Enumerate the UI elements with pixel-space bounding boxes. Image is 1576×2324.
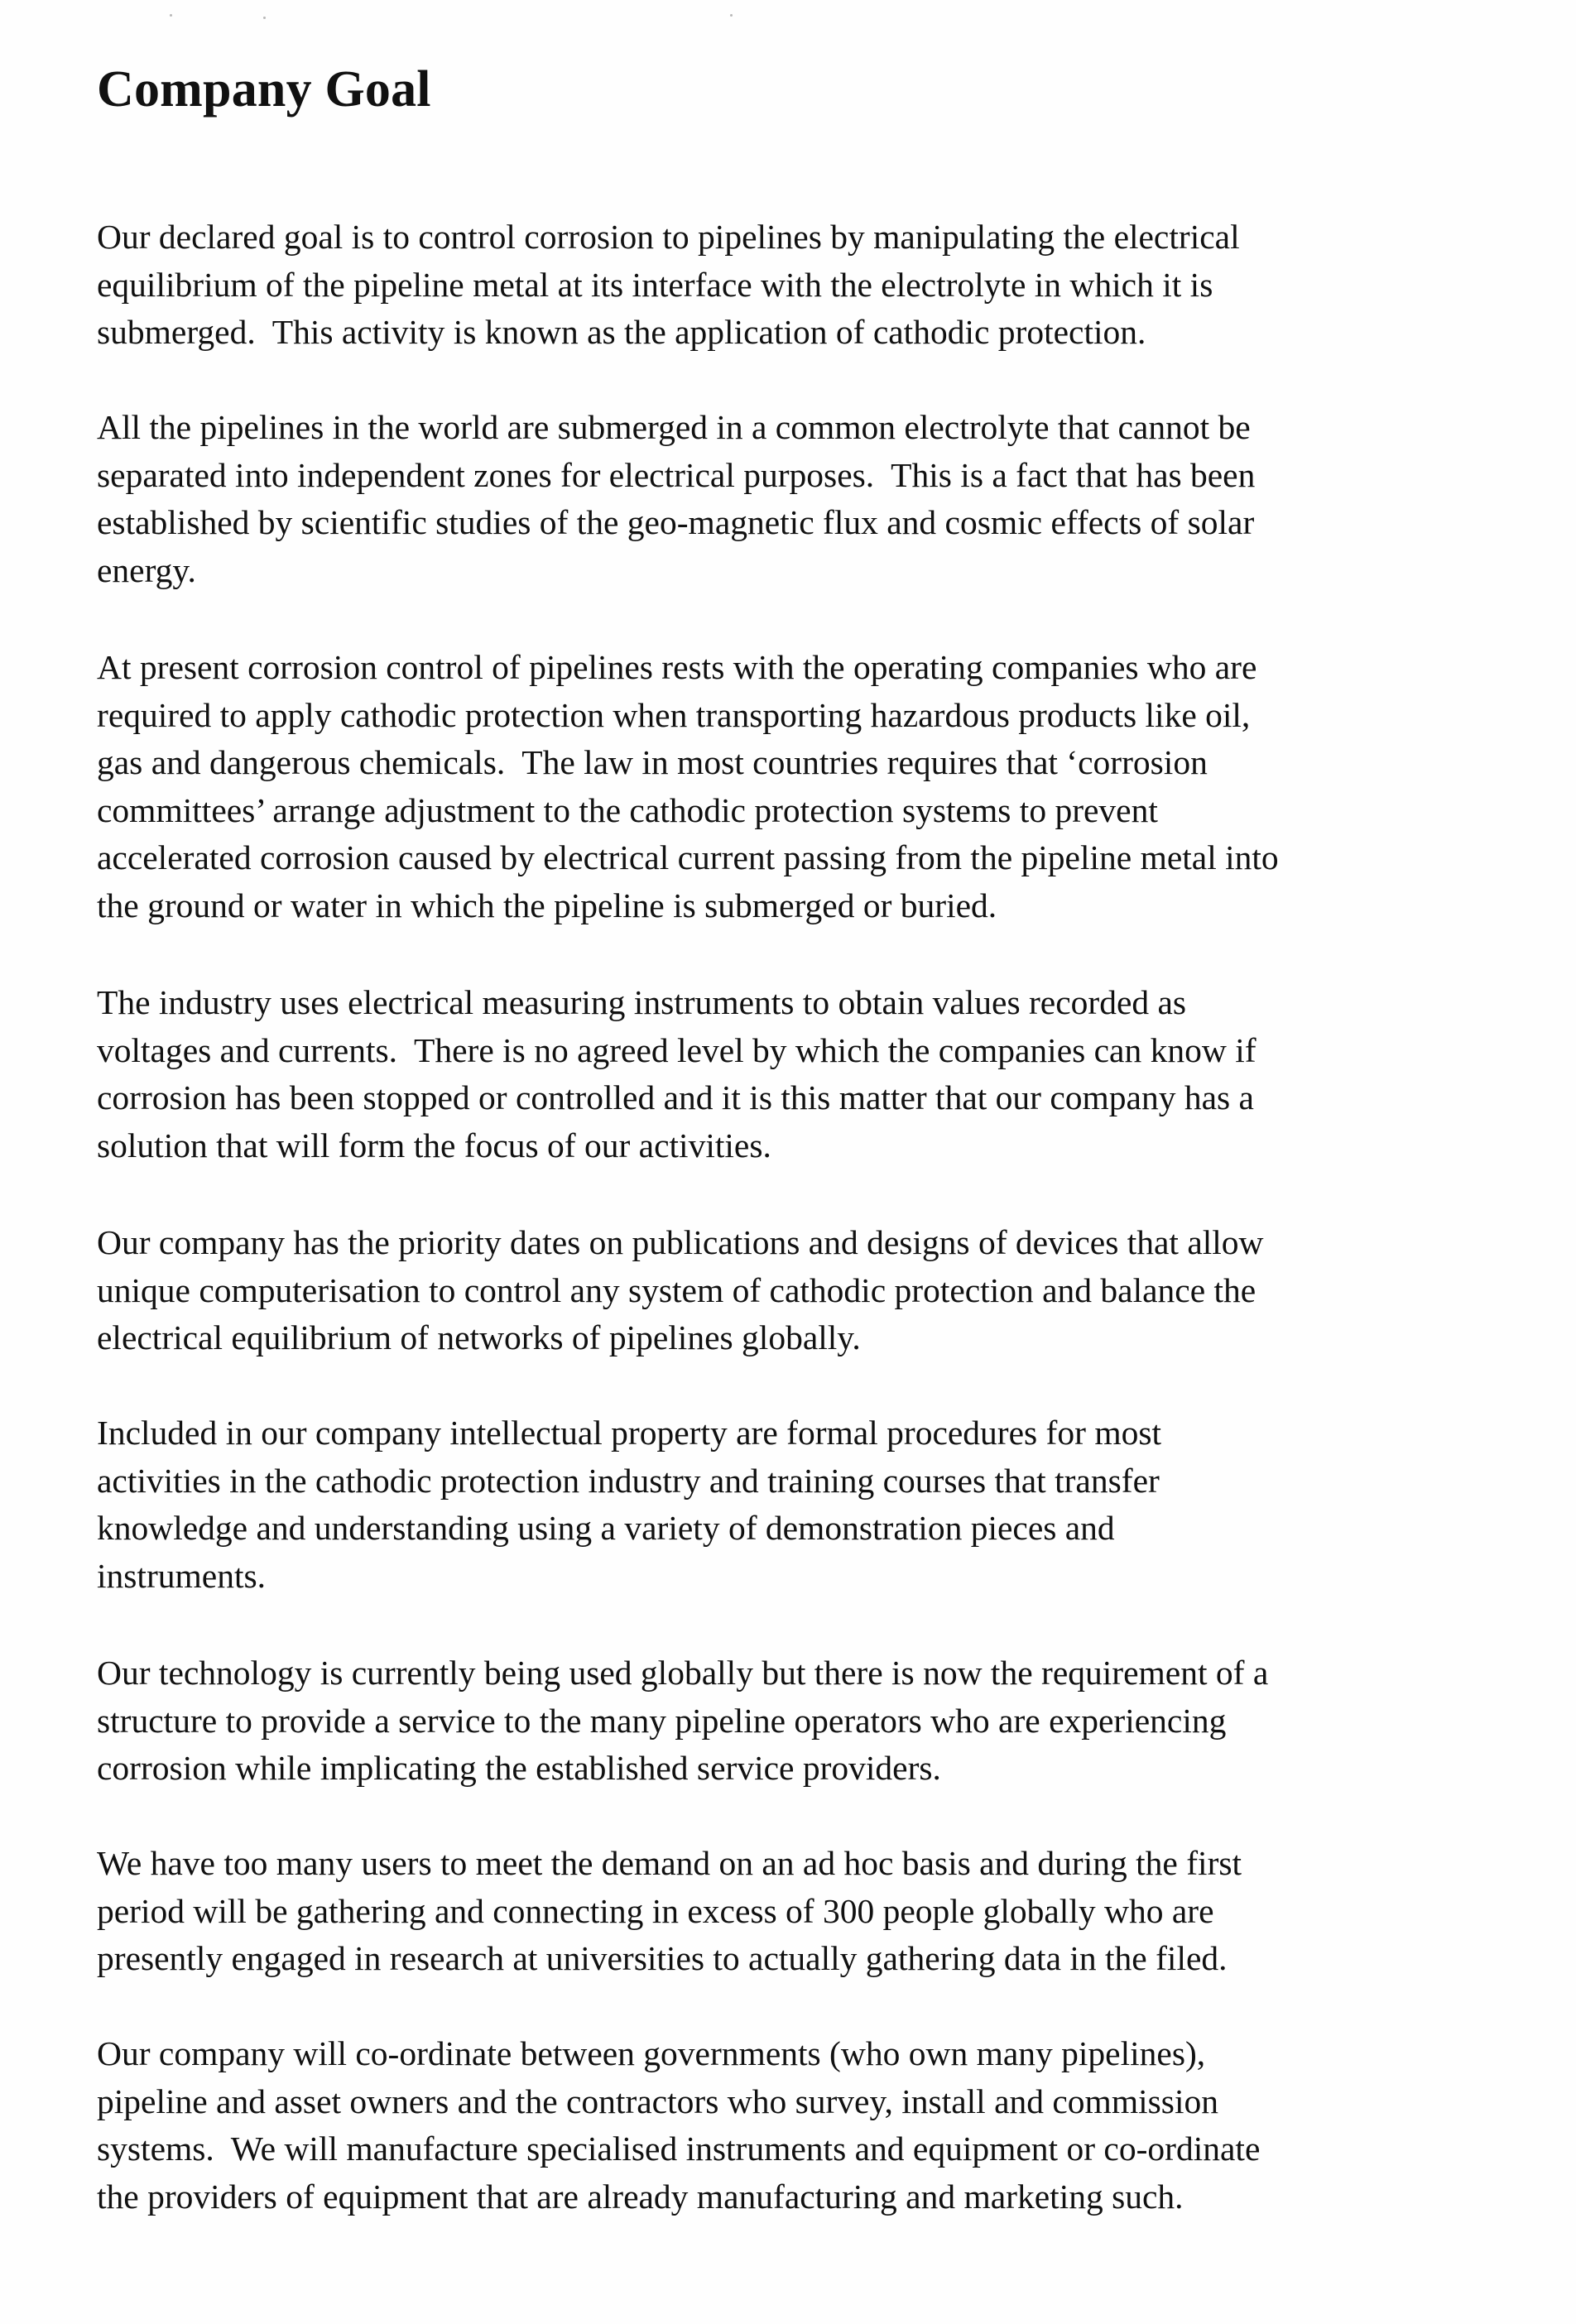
text-line: energy. (97, 550, 196, 589)
text-line: submerged. This activity is known as the application of cathodic protection. (97, 313, 1146, 351)
scan-speck (730, 14, 733, 17)
text-line: unique computerisation to control any system of cathodic protection and balance the (97, 1270, 1256, 1309)
text-line: systems. We will manufacture specialised instruments and equipment or co-ordinate (97, 2130, 1261, 2168)
text-line: Our company will co-ordinate between governments (who own many pipelines), (97, 2034, 1206, 2072)
paragraph-measuring-instruments (97, 979, 1554, 1169)
paragraph-present-control (97, 644, 1554, 929)
text-line: separated into independent zones for electrical purposes. This is a fact that has been (97, 455, 1256, 494)
paragraph-priority-dates (97, 1219, 1554, 1362)
text-line: required to apply cathodic protection when transporting hazardous products like oil, (97, 695, 1251, 734)
page-title: Company Goal (97, 61, 431, 118)
paragraph-users-demand (97, 1840, 1554, 1983)
text-line: corrosion while implicating the established service providers. (97, 1749, 941, 1787)
text-line: voltages and currents. There is no agreed level by which the companies can know if (97, 1030, 1256, 1069)
text-line: structure to provide a service to the many pipeline operators who are experiencing (97, 1701, 1227, 1740)
text-line: Our technology is currently being used globally but there is now the requirement of a (97, 1654, 1269, 1692)
text-line: We have too many users to meet the demand on an ad hoc basis and during the first (97, 1844, 1242, 1882)
text-line: presently engaged in research at universities to actually gathering data in the filed. (97, 1939, 1228, 1977)
text-line: accelerated corrosion caused by electrical current passing from the pipeline metal into (97, 838, 1279, 876)
text-line: gas and dangerous chemicals. The law in most countries requires that ‘corrosion (97, 743, 1208, 781)
text-line: the ground or water in which the pipeline is submerged or buried. (97, 886, 997, 924)
text-line: All the pipelines in the world are submerged in a common electrolyte that cannot be (97, 408, 1251, 446)
scan-speck (263, 17, 266, 19)
text-line: instruments. (97, 1556, 267, 1595)
text-line: the providers of equipment that are already manufacturing and marketing such. (97, 2177, 1184, 2216)
text-line: knowledge and understanding using a variety of demonstration pieces and (97, 1509, 1115, 1547)
text-line: Our company has the priority dates on publications and designs of devices that allow (97, 1223, 1264, 1261)
text-line: Our declared goal is to control corrosion to pipelines by manipulating the electrical (97, 218, 1240, 256)
text-line: corrosion has been stopped or controlled and it is this matter that our company has a (97, 1078, 1254, 1116)
text-line: pipeline and asset owners and the contractors who survey, install and commission (97, 2082, 1218, 2120)
scan-speck (170, 14, 172, 17)
paragraph-goal-statement (97, 214, 1554, 357)
paragraph-coordination (97, 2030, 1554, 2221)
text-line: established by scientific studies of the geo-magnetic flux and cosmic effects of solar (97, 503, 1255, 541)
paragraph-technology-usage (97, 1649, 1554, 1793)
text-line: At present corrosion control of pipelines rests with the operating companies who are (97, 648, 1257, 686)
paragraph-intellectual-property (97, 1409, 1554, 1600)
text-line: period will be gathering and connecting in excess of 300 people globally who are (97, 1891, 1214, 1930)
text-line: Included in our company intellectual property are formal procedures for most (97, 1414, 1162, 1452)
text-line: The industry uses electrical measuring instruments to obtain values recorded as (97, 983, 1187, 1021)
text-line: equilibrium of the pipeline metal at its interface with the electrolyte in which it is (97, 265, 1213, 304)
text-line: solution that will form the focus of our activities. (97, 1126, 771, 1164)
text-line: activities in the cathodic protection industry and training courses that transfer (97, 1461, 1160, 1500)
paragraph-common-electrolyte (97, 404, 1554, 594)
text-line: electrical equilibrium of networks of pipelines globally. (97, 1318, 861, 1356)
text-line: committees’ arrange adjustment to the cathodic protection systems to prevent (97, 790, 1158, 829)
